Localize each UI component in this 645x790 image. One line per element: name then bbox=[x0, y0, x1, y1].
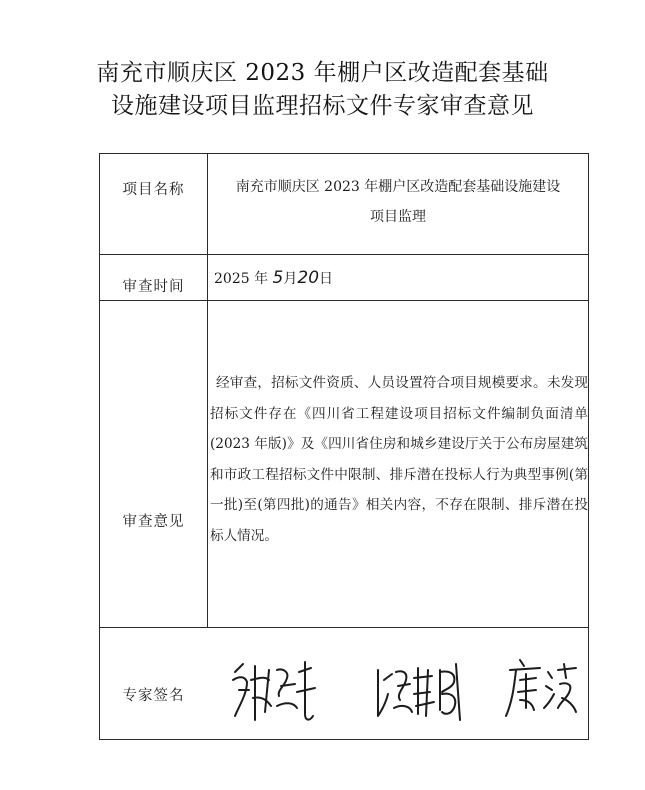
signature-3 bbox=[502, 650, 582, 730]
project-name-label: 项目名称 bbox=[122, 182, 185, 198]
review-month-handwritten: 5 bbox=[272, 268, 284, 288]
signature-label: 专家签名 bbox=[122, 688, 185, 704]
handwritten-signature-2-icon bbox=[370, 650, 480, 730]
signature-1 bbox=[225, 650, 325, 730]
opinion-text: 经审查，招标文件资质、人员设置符合项目规模要求。未发现招标文件存在《四川省工程建设项目招标文件编制负面清单(2023 年版)》及《四川省住房和城乡建设厅关于公布房屋建筑和市政工程招标文件中限制、排斥潜在投标人行为典型事例(第一批)至(第四批)的通告》相关内容，不存在限制、排斥潜在投标人情况。 bbox=[210, 375, 588, 544]
review-time-label: 审查时间 bbox=[122, 279, 185, 295]
handwritten-signature-3-icon bbox=[502, 650, 582, 730]
opinion-label: 审查意见 bbox=[122, 514, 185, 530]
review-day-handwritten: 20 bbox=[297, 268, 320, 288]
project-name-line-2: 项目监理 bbox=[370, 209, 426, 225]
review-date-prefix: 2025 年 bbox=[214, 271, 269, 287]
review-table bbox=[99, 153, 589, 740]
signature-2 bbox=[370, 650, 480, 730]
row-divider-3 bbox=[100, 627, 588, 628]
document-title-line-1: 南充市顺庆区 2023 年棚户区改造配套基础 bbox=[96, 60, 549, 86]
review-date-value bbox=[214, 268, 584, 289]
document-title-line-2: 设施建设项目监理招标文件专家审查意见 bbox=[111, 93, 534, 119]
row-divider-1 bbox=[100, 254, 588, 255]
project-name-line-1: 南充市顺庆区 2023 年棚户区改造配套基础设施建设 bbox=[235, 179, 561, 195]
row-divider-2 bbox=[100, 300, 588, 301]
review-month-unit: 月 bbox=[283, 271, 298, 287]
project-name-value bbox=[210, 172, 586, 232]
handwritten-signature-1-icon bbox=[225, 650, 325, 730]
column-divider bbox=[207, 154, 208, 627]
review-day-unit: 日 bbox=[319, 271, 334, 287]
